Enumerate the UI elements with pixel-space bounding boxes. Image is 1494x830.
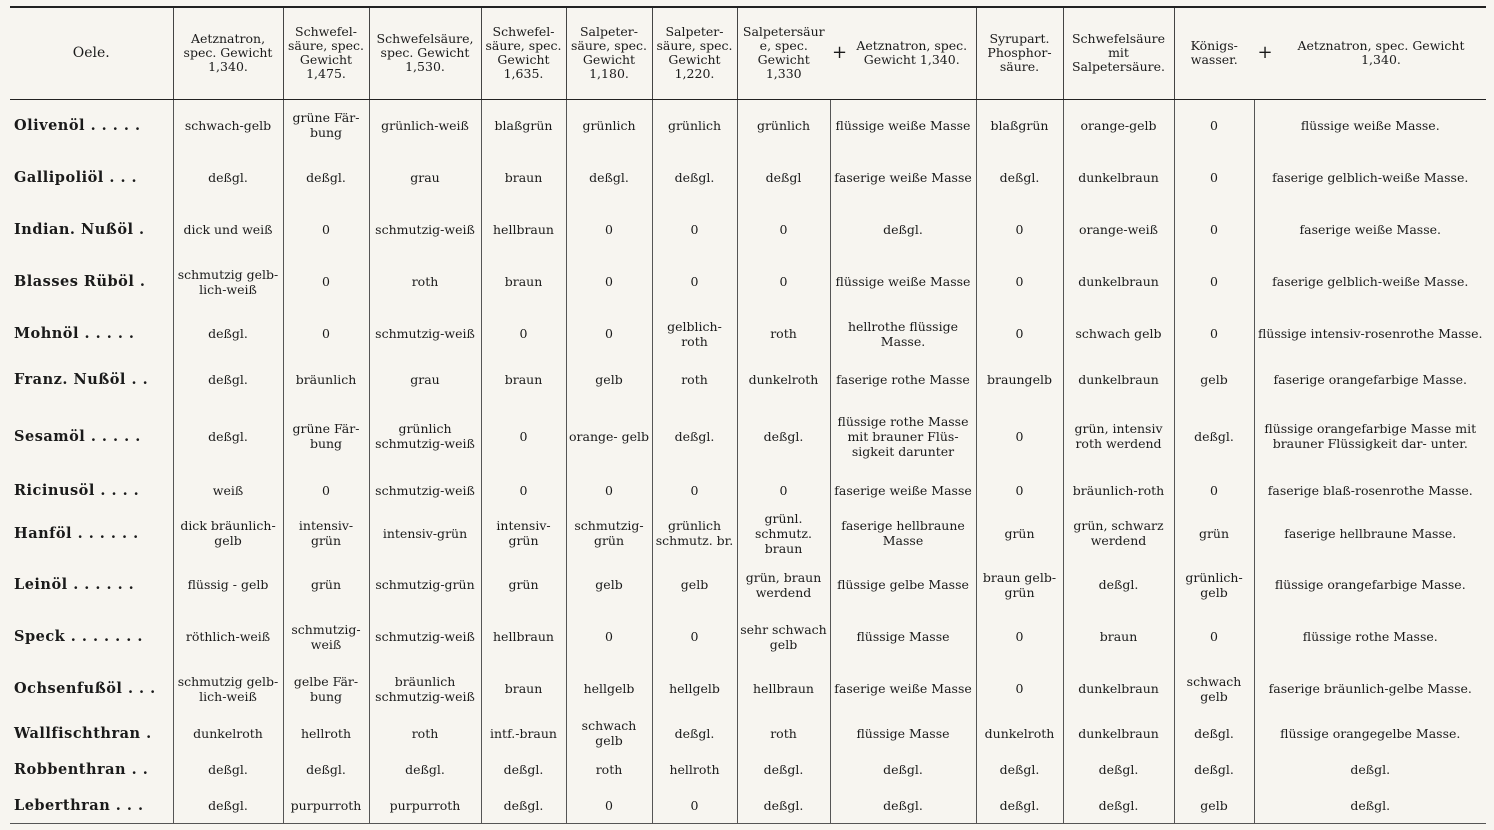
- table-cell: 0: [566, 787, 652, 823]
- table-cell: grünlich: [652, 99, 737, 151]
- oil-name: Gallipoliöl . . .: [14, 168, 138, 186]
- table-cell: bräunlich: [283, 360, 369, 400]
- table-cell: flüssige orangefarbige Masse.: [1254, 559, 1486, 611]
- table-cell: deßgl: [737, 151, 830, 203]
- table-cell: grün, intensiv roth werdend: [1063, 400, 1174, 472]
- table-cell: flüssige orangefarbige Masse mit brauner Flüssigkeit dar- unter.: [1254, 400, 1486, 472]
- table-cell: schmutzig-weiß: [369, 308, 481, 360]
- table-cell: faserige hellbraune Masse: [830, 508, 976, 558]
- table-cell: grünl. schmutz. braun: [737, 508, 830, 558]
- table-cell: deßgl.: [566, 151, 652, 203]
- table-cell: faserige orangefarbige Masse.: [1254, 360, 1486, 400]
- table-cell: flüssige rothe Masse.: [1254, 611, 1486, 663]
- table-cell: roth: [566, 751, 652, 787]
- table-cell: schmutzig gelb- lich-weiß: [173, 256, 283, 308]
- table-cell: 0: [652, 611, 737, 663]
- table-cell: flüssige intensiv-rosenrothe Masse.: [1254, 308, 1486, 360]
- table-cell: 0: [976, 256, 1063, 308]
- table-cell: gelb: [566, 559, 652, 611]
- table-cell: 0: [976, 203, 1063, 255]
- table-cell: schmutzig-weiß: [369, 472, 481, 508]
- table-cell: roth: [369, 715, 481, 751]
- table-cell: braun: [481, 360, 566, 400]
- table-cell: faserige gelblich-weiße Masse.: [1254, 256, 1486, 308]
- table-row: [10, 400, 1486, 472]
- table-cell: grau: [369, 151, 481, 203]
- header-schwefel-salpeter: Schwefelsäure mit Salpetersäure.: [1063, 7, 1174, 99]
- table-row: [10, 99, 1486, 151]
- table-cell: intf.-braun: [481, 715, 566, 751]
- table-cell: grün, braun werdend: [737, 559, 830, 611]
- header-schwefelsaeure-1530: Schwefelsäure, spec. Gewicht 1,530.: [369, 7, 481, 99]
- table-cell: deßgl.: [173, 751, 283, 787]
- table-cell: faserige weiße Masse: [830, 151, 976, 203]
- header-salpetersaeure-1180: Salpeter- säure, spec. Gewicht 1,180.: [566, 7, 652, 99]
- oil-name: Franz. Nußöl . .: [14, 371, 149, 389]
- table-cell: dunkelroth: [173, 715, 283, 751]
- table-row: [10, 203, 1486, 255]
- table-cell: 0: [566, 611, 652, 663]
- table-cell: 0: [737, 472, 830, 508]
- table-cell: gelb: [566, 360, 652, 400]
- table-cell: faserige rothe Masse: [830, 360, 976, 400]
- table-cell: schmutzig- grün: [566, 508, 652, 558]
- table-cell: grau: [369, 360, 481, 400]
- table-cell: grünlich- gelb: [1174, 559, 1254, 611]
- table-cell: grün: [976, 508, 1063, 558]
- table-cell: 0: [976, 472, 1063, 508]
- oil-name: Robbenthran . .: [14, 760, 149, 778]
- table-cell: gelb: [1174, 787, 1254, 823]
- table-cell: roth: [652, 360, 737, 400]
- table-cell: 0: [652, 203, 737, 255]
- oil-name: Speck . . . . . . .: [14, 628, 143, 646]
- table-cell: flüssige orangegelbe Masse.: [1254, 715, 1486, 751]
- table-cell: braun gelb- grün: [976, 559, 1063, 611]
- table-cell: hellroth: [652, 751, 737, 787]
- table-cell: deßgl.: [976, 751, 1063, 787]
- table-cell: deßgl.: [1254, 787, 1486, 823]
- header-aetznatron-koenigswasser: Aetznatron, spec. Gewicht 1,340.: [1276, 7, 1486, 99]
- table-cell: braungelb: [976, 360, 1063, 400]
- table-cell: roth: [369, 256, 481, 308]
- table-cell: deßgl.: [830, 787, 976, 823]
- table-cell: hellbraun: [737, 663, 830, 715]
- table-cell: röthlich-weiß: [173, 611, 283, 663]
- table-cell: deßgl.: [737, 400, 830, 472]
- table-cell: weiß: [173, 472, 283, 508]
- oil-name: Ochsenfußöl . . .: [14, 680, 156, 698]
- table-row: [10, 751, 1486, 787]
- table-cell: purpurroth: [283, 787, 369, 823]
- table-cell: deßgl.: [830, 203, 976, 255]
- header-aetznatron-combined: Aetznatron, spec. Gewicht 1,340.: [848, 7, 976, 99]
- table-cell: deßgl.: [652, 715, 737, 751]
- header-row: [10, 7, 1486, 99]
- table-cell: deßgl.: [1174, 751, 1254, 787]
- table-cell: dick bräunlich- gelb: [173, 508, 283, 558]
- table-cell: 0: [1174, 611, 1254, 663]
- table-cell: hellgelb: [652, 663, 737, 715]
- table-cell: grüne Fär- bung: [283, 400, 369, 472]
- table-cell: deßgl.: [976, 151, 1063, 203]
- table-cell: flüssige weiße Masse: [830, 99, 976, 151]
- table-cell: grünlich-weiß: [369, 99, 481, 151]
- header-aetznatron: Aetznatron, spec. Gewicht 1,340.: [173, 7, 283, 99]
- table-cell: 0: [566, 203, 652, 255]
- table-cell: flüssige rothe Masse mit brauner Flüs- sigkeit darunter: [830, 400, 976, 472]
- table-cell: 0: [283, 308, 369, 360]
- table-cell: hellrothe flüssige Masse.: [830, 308, 976, 360]
- table-row: [10, 715, 1486, 751]
- table-cell: 0: [737, 256, 830, 308]
- table-cell: 0: [1174, 99, 1254, 151]
- table-cell: orange- gelb: [566, 400, 652, 472]
- table-cell: 0: [976, 308, 1063, 360]
- table-cell: roth: [737, 308, 830, 360]
- table-cell: 0: [566, 472, 652, 508]
- oil-name: Mohnöl . . . . .: [14, 325, 135, 343]
- oil-name: Sesamöl . . . . .: [14, 427, 141, 445]
- table-row: [10, 360, 1486, 400]
- table-cell: schwach-gelb: [173, 99, 283, 151]
- table-row: [10, 787, 1486, 823]
- table-cell: intensiv- grün: [481, 508, 566, 558]
- table-cell: faserige weiße Masse: [830, 663, 976, 715]
- header-phosphorsaeure: Syrupart. Phosphor- säure.: [976, 7, 1063, 99]
- table-cell: deßgl.: [652, 151, 737, 203]
- header-schwefelsaeure-1635: Schwefel- säure, spec. Gewicht 1,635.: [481, 7, 566, 99]
- header-salpetersaeure-1220: Salpeter- säure, spec. Gewicht 1,220.: [652, 7, 737, 99]
- table-cell: flüssige weiße Masse.: [1254, 99, 1486, 151]
- table-cell: hellbraun: [481, 203, 566, 255]
- table-cell: sehr schwach gelb: [737, 611, 830, 663]
- oil-reaction-table: [10, 6, 1486, 824]
- table-cell: 0: [976, 400, 1063, 472]
- table-cell: hellgelb: [566, 663, 652, 715]
- table-cell: deßgl.: [1063, 787, 1174, 823]
- header-plus: +: [830, 7, 848, 99]
- table-cell: faserige blaß-rosenrothe Masse.: [1254, 472, 1486, 508]
- table-cell: deßgl.: [369, 751, 481, 787]
- table-cell: faserige hellbraune Masse.: [1254, 508, 1486, 558]
- table-cell: schmutzig- weiß: [283, 611, 369, 663]
- table-cell: schmutzig-grün: [369, 559, 481, 611]
- table-cell: gelb: [652, 559, 737, 611]
- table-cell: grün, schwarz werdend: [1063, 508, 1174, 558]
- oil-name: Indian. Nußöl .: [14, 220, 145, 238]
- table-cell: blaßgrün: [976, 99, 1063, 151]
- table-cell: 0: [976, 663, 1063, 715]
- table-row: [10, 472, 1486, 508]
- table-cell: dunkelbraun: [1063, 151, 1174, 203]
- table-cell: grün: [481, 559, 566, 611]
- table-cell: faserige gelblich-weiße Masse.: [1254, 151, 1486, 203]
- table-cell: 0: [283, 256, 369, 308]
- table-cell: schmutzig-weiß: [369, 611, 481, 663]
- table-cell: gelb: [1174, 360, 1254, 400]
- table-cell: grün: [1174, 508, 1254, 558]
- table-cell: dunkelbraun: [1063, 360, 1174, 400]
- table-cell: deßgl.: [737, 787, 830, 823]
- table-cell: deßgl.: [481, 787, 566, 823]
- oil-name: Hanföl . . . . . .: [14, 524, 139, 542]
- table-cell: deßgl.: [1174, 400, 1254, 472]
- table-cell: 0: [1174, 472, 1254, 508]
- table-cell: 0: [652, 787, 737, 823]
- header-schwefelsaeure-1475: Schwefel- säure, spec. Gewicht 1,475.: [283, 7, 369, 99]
- table-cell: orange-weiß: [1063, 203, 1174, 255]
- table-cell: faserige weiße Masse.: [1254, 203, 1486, 255]
- table-cell: blaßgrün: [481, 99, 566, 151]
- oil-name: Leinöl . . . . . .: [14, 576, 135, 594]
- table-cell: 0: [737, 203, 830, 255]
- table-cell: grüne Fär- bung: [283, 99, 369, 151]
- table-cell: 0: [481, 400, 566, 472]
- table-cell: roth: [737, 715, 830, 751]
- table-cell: braun: [1063, 611, 1174, 663]
- header-oils: Oele.: [10, 7, 173, 99]
- table-cell: deßgl.: [652, 400, 737, 472]
- table-cell: flüssige gelbe Masse: [830, 559, 976, 611]
- table-cell: faserige weiße Masse: [830, 472, 976, 508]
- table-row: [10, 256, 1486, 308]
- table-cell: flüssige Masse: [830, 715, 976, 751]
- table-cell: 0: [976, 611, 1063, 663]
- table-cell: flüssige weiße Masse: [830, 256, 976, 308]
- header-koenigswasser: Königs- wasser.: [1174, 7, 1254, 99]
- table-cell: 0: [1174, 256, 1254, 308]
- table-cell: dunkelbraun: [1063, 663, 1174, 715]
- table-cell: dick und weiß: [173, 203, 283, 255]
- header-plus-2: +: [1254, 7, 1276, 99]
- table-cell: schwach gelb: [1174, 663, 1254, 715]
- table-cell: 0: [283, 203, 369, 255]
- table-cell: 0: [566, 308, 652, 360]
- table-cell: schmutzig-weiß: [369, 203, 481, 255]
- table-cell: dunkelroth: [737, 360, 830, 400]
- table-cell: braun: [481, 256, 566, 308]
- table-cell: flüssige Masse: [830, 611, 976, 663]
- table-cell: 0: [481, 308, 566, 360]
- table-cell: deßgl.: [481, 751, 566, 787]
- table-cell: 0: [652, 472, 737, 508]
- table-cell: deßgl.: [173, 787, 283, 823]
- table-row: [10, 663, 1486, 715]
- table-cell: purpurroth: [369, 787, 481, 823]
- table-cell: hellroth: [283, 715, 369, 751]
- table-cell: deßgl.: [283, 151, 369, 203]
- table-cell: faserige bräunlich-gelbe Masse.: [1254, 663, 1486, 715]
- oil-name: Ricinusöl . . . .: [14, 481, 140, 499]
- table-cell: deßgl.: [737, 751, 830, 787]
- table-cell: schwach gelb: [1063, 308, 1174, 360]
- table-cell: bräunlich schmutzig-weiß: [369, 663, 481, 715]
- table-cell: 0: [1174, 308, 1254, 360]
- table-cell: braun: [481, 663, 566, 715]
- table-cell: 0: [652, 256, 737, 308]
- table-cell: bräunlich-roth: [1063, 472, 1174, 508]
- table-cell: dunkelbraun: [1063, 715, 1174, 751]
- table-cell: dunkelroth: [976, 715, 1063, 751]
- table-cell: grünlich schmutzig-weiß: [369, 400, 481, 472]
- table-cell: 0: [566, 256, 652, 308]
- table-row: [10, 508, 1486, 558]
- oil-name: Leberthran . . .: [10, 787, 173, 823]
- table-cell: gelbe Fär- bung: [283, 663, 369, 715]
- oil-name: Olivenöl . . . . .: [14, 116, 141, 134]
- table-cell: braun: [481, 151, 566, 203]
- table-cell: deßgl.: [173, 400, 283, 472]
- table-cell: grünlich: [737, 99, 830, 151]
- table-cell: 0: [1174, 203, 1254, 255]
- table-cell: deßgl.: [976, 787, 1063, 823]
- table-cell: deßgl.: [1063, 751, 1174, 787]
- table-cell: deßgl.: [173, 151, 283, 203]
- table-cell: orange-gelb: [1063, 99, 1174, 151]
- table-cell: deßgl.: [173, 360, 283, 400]
- table-cell: deßgl.: [173, 308, 283, 360]
- table-cell: 0: [283, 472, 369, 508]
- table-cell: grünlich: [566, 99, 652, 151]
- table-cell: grünlich schmutz. br.: [652, 508, 737, 558]
- table-row: [10, 151, 1486, 203]
- header-salpetersaeure-1330: Salpetersäure, spec. Gewicht 1,330: [737, 7, 830, 99]
- table-cell: 0: [1174, 151, 1254, 203]
- table-cell: dunkelbraun: [1063, 256, 1174, 308]
- table-cell: grün: [283, 559, 369, 611]
- table-row: [10, 308, 1486, 360]
- table-cell: deßgl.: [1063, 559, 1174, 611]
- table-cell: 0: [481, 472, 566, 508]
- table-cell: schmutzig gelb- lich-weiß: [173, 663, 283, 715]
- table-row: [10, 611, 1486, 663]
- oil-name: Wallfischthran .: [14, 724, 152, 742]
- table-cell: intensiv- grün: [283, 508, 369, 558]
- table-cell: deßgl.: [1174, 715, 1254, 751]
- table-cell: gelblich- roth: [652, 308, 737, 360]
- table-cell: deßgl.: [1254, 751, 1486, 787]
- oil-name: Blasses Rüböl .: [14, 273, 146, 291]
- table-cell: deßgl.: [830, 751, 976, 787]
- table-cell: deßgl.: [283, 751, 369, 787]
- table-cell: schwach gelb: [566, 715, 652, 751]
- table-cell: intensiv-grün: [369, 508, 481, 558]
- table-cell: hellbraun: [481, 611, 566, 663]
- table-cell: flüssig - gelb: [173, 559, 283, 611]
- table-row: [10, 559, 1486, 611]
